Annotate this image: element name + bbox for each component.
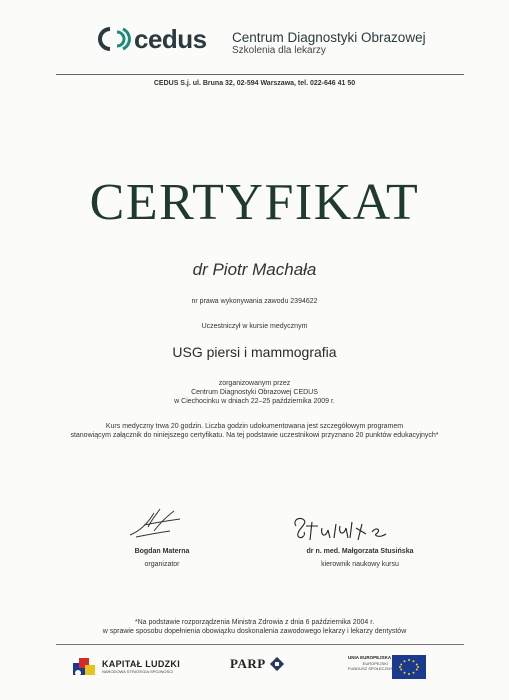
eu-flag-icon — [392, 655, 426, 679]
cedus-logo-mark-icon — [96, 25, 132, 53]
eu-sub-2: FUNDUSZ SPOŁECZNY — [348, 666, 393, 671]
address-line: CEDUS S.j. ul. Bruna 32, 02-594 Warszawa, tel. 022-646 41 50 — [153, 80, 356, 87]
duration-line-1: Kurs medyczny trwa 20 godzin. Liczba godzin udokumentowana jest szczegółowym programem — [105, 423, 404, 430]
parp-wordmark: PARP — [230, 656, 266, 671]
organizer-line: Centrum Diagnostyki Obrazowej CEDUS — [191, 389, 318, 396]
signatory-right-role: kierownik naukowy kursu — [321, 561, 399, 568]
header-divider — [56, 74, 464, 75]
certificate-title: CERTYFIKAT — [89, 174, 420, 231]
duration-line-2: stanowiącym załącznik do niniejszego certyfikatu. Na tej podstawie uczestnikowi przyznano 20 punktów edukacyjnych* — [70, 432, 439, 439]
center-name: Centrum Diagnostyki Obrazowej — [232, 30, 426, 45]
kapital-ludzki-logo — [72, 655, 180, 679]
eu-logo-text — [348, 655, 393, 671]
license-number-line: nr prawa wykonywania zawodu 2394622 — [191, 298, 318, 305]
footnote-line-1: *Na podstawie rozporządzenia Ministra Zdrowia z dnia 6 października 2004 r. — [134, 619, 375, 626]
footnote-line-2: w sprawie sposobu dopełnienia obowiązku doskonalenia zawodowego lekarzy i lekarzy dentystów — [102, 628, 407, 635]
signature-right — [290, 512, 400, 549]
signatory-right-name: dr n. med. Małgorzata Stusińska — [306, 548, 414, 555]
kapital-ludzki-emblem-icon — [72, 655, 98, 679]
parp-logo — [230, 656, 285, 672]
kapital-ludzki-subtitle: NARODOWA STRATEGIA SPÓJNOŚCI — [102, 669, 174, 674]
cedus-logo — [96, 25, 207, 53]
organized-by-line: zorganizowanym przez — [218, 380, 291, 387]
course-name: USG piersi i mammografia — [172, 344, 337, 360]
signatory-left-role: organizator — [144, 561, 180, 568]
kapital-ludzki-title: KAPITAŁ LUDZKI — [102, 659, 181, 669]
eu-sub-1: EUROPEJSKI — [362, 661, 388, 666]
signature-left — [126, 505, 186, 546]
eu-title: UNIA EUROPEJSKA — [348, 655, 392, 660]
parp-emblem-icon — [269, 656, 285, 672]
footer-divider — [56, 644, 464, 645]
location-date-line: w Ciechocinku w dniach 22–25 października 2009 r. — [174, 398, 335, 405]
recipient-name: dr Piotr Machała — [192, 260, 317, 279]
logo-wordmark: cedus — [134, 24, 207, 54]
signatory-left-name: Bogdan Materna — [134, 548, 190, 555]
center-subtitle: Szkolenia dla lekarzy — [232, 45, 326, 56]
participation-line: Uczestniczył w kursie medycznym — [201, 323, 308, 330]
